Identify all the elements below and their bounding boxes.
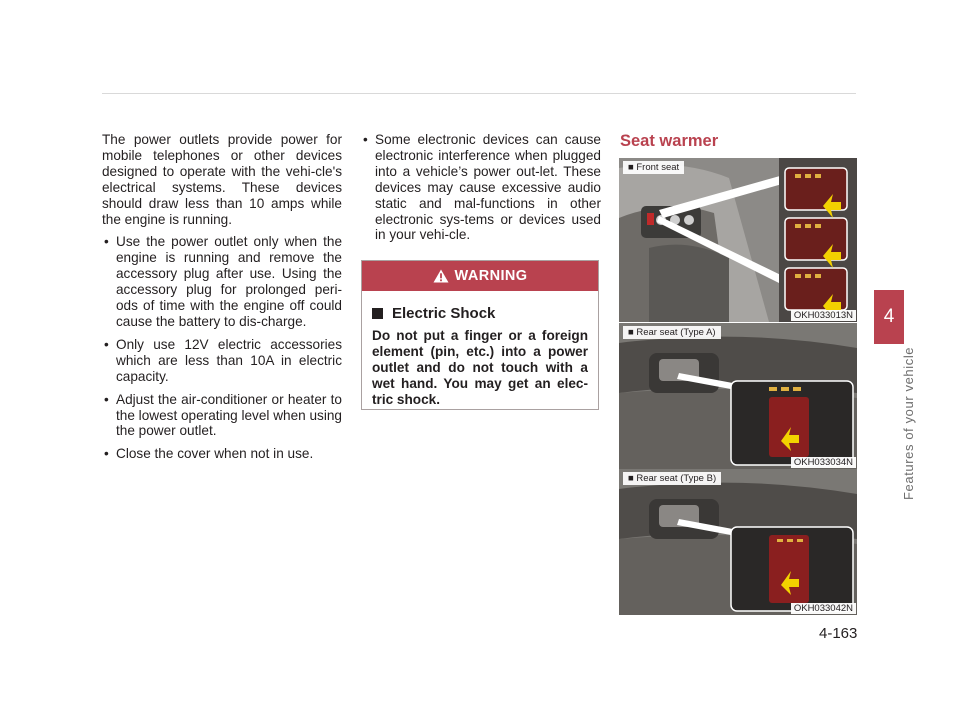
rear-seat-type-a-image-code: OKH033034N (791, 457, 856, 468)
list-item: • Some electronic devices can cause electronic interference when plugged into a vehicle’s power out-let. These devices may cause excessive audio static and mal-functions in other electronic sys-tems or devices used in your vehi-cle. (361, 132, 601, 243)
chapter-number: 4 (883, 306, 895, 327)
section-title: Seat warmer (620, 132, 719, 150)
left-column (102, 132, 342, 469)
top-rule (102, 93, 856, 94)
left-bullet-list (102, 234, 342, 462)
warning-title-text: Electric Shock (392, 305, 496, 322)
rear-seat-type-a-photo (619, 323, 857, 469)
rear-seat-type-a-caption: ■ Rear seat (Type A) (623, 326, 721, 339)
warning-triangle-icon (433, 269, 449, 283)
middle-bullet-list (361, 132, 601, 243)
front-seat-photo (619, 158, 857, 322)
rear-seat-type-b-image-code: OKH033042N (791, 603, 856, 614)
square-bullet-icon (372, 308, 383, 319)
rear-seat-type-b-photo (619, 469, 857, 615)
middle-column (361, 132, 601, 250)
chapter-title: Features of your vehicle (901, 346, 916, 500)
warning-label: WARNING (454, 268, 528, 284)
list-item: • Use the power outlet only when the engine is running and remove the accessory plug after use. Using the accessory plug for prolonged peri-ods of time with the engine off could cause the battery to dis-charge. (102, 234, 342, 329)
warning-band (362, 261, 598, 291)
front-seat-caption: ■ Front seat (623, 161, 684, 174)
list-item: • Close the cover when not in use. (102, 446, 342, 462)
chapter-tab (874, 290, 904, 344)
front-seat-image-code: OKH033013N (791, 310, 856, 321)
warning-box (361, 260, 599, 410)
list-item: • Only use 12V electric accessories which are less than 10A in electric capacity. (102, 337, 342, 385)
warning-title (372, 305, 598, 322)
intro-paragraph: The power outlets provide power for mobile telephones or other devices designed to operate with the vehi-cle's electrical systems. These devices should draw less than 10 amps while the engine is running. (102, 132, 342, 227)
warning-body: Do not put a finger or a foreign element (pin, etc.) into a power outlet and do not touch with a wet hand. You may get an elec-tric shock. (372, 328, 588, 407)
list-item: • Adjust the air-conditioner or heater to the lowest operating level when using the power outlet. (102, 392, 342, 440)
rear-seat-type-b-caption: ■ Rear seat (Type B) (623, 472, 721, 485)
page-number: 4-163 (819, 625, 858, 642)
